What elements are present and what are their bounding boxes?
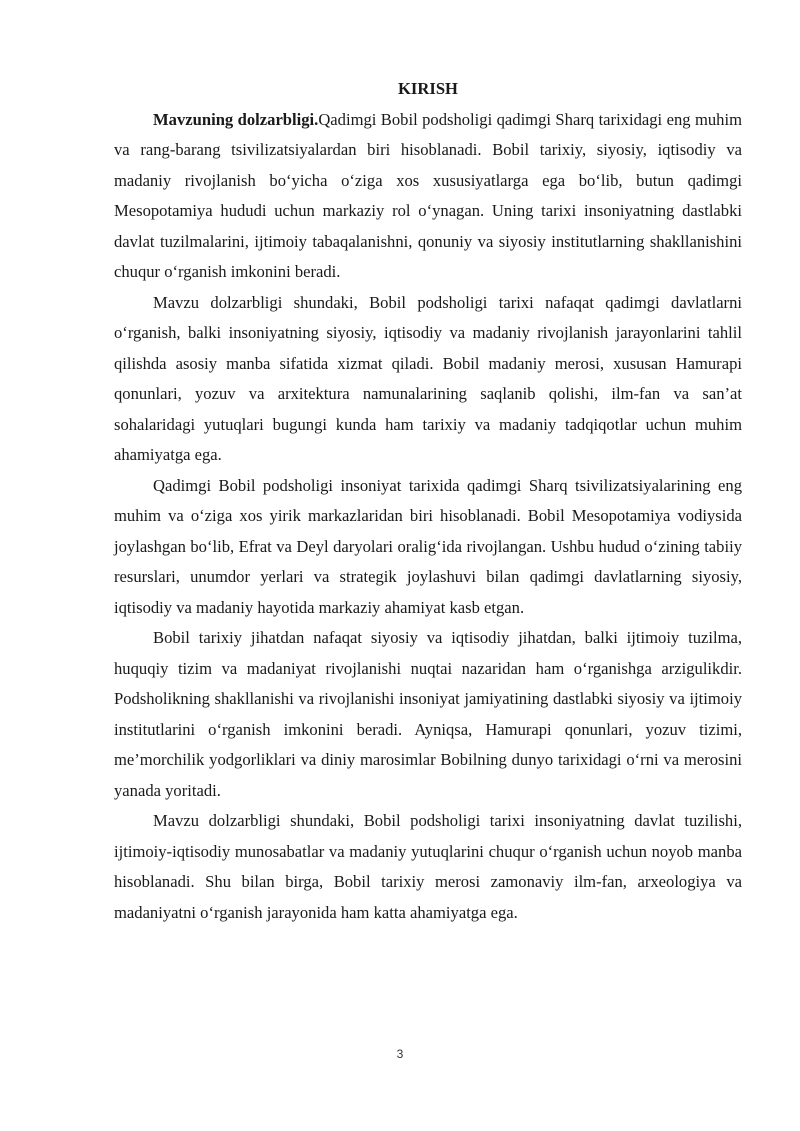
paragraph-3: Qadimgi Bobil podsholigi insoniyat tarixida qadimgi Sharq tsivilizatsiyalarining eng muhim va oʻziga xos yirik markazlaridan biri hisoblanadi. Bobil Mesopotamiya vodiysida joylashgan boʻlib, Efrat va Deyl daryolari oraligʻida rivojlangan. Ushbu hudud oʻzining tabiiy resurslari, unumdor yerlari va strategik joylashuvi bilan qadimgi davlatlarning siyosiy, iqtisodiy va madaniy hayotida markaziy ahamiyat kasb etgan. <box>114 475 742 617</box>
page-number: 3 <box>396 1047 404 1061</box>
page-content <box>114 74 742 928</box>
paragraph-text: Qadimgi Bobil podsholigi qadimgi Sharq tarixidagi eng muhim va rang-barang tsivilizatsiyalardan biri hisoblanadi. Bobil tarixiy, siyosiy, iqtisodiy va madaniy rivojlanish boʻyicha oʻziga xos xususiyatlarga ega boʻlib, butun qadimgi Mesopotamiya hududi uchun markaziy rol oʻynagan. Uning tarixi insoniyatning dastlabki davlat tuzilmalarini, ijtimoiy tabaqalanishni, qonuniy va siyosiy institutlarning shakllanishini chuqur oʻrganish imkonini beradi. <box>114 109 742 281</box>
paragraph-lead: Mavzuning dolzarbligi. <box>153 109 319 129</box>
paragraph-2: Mavzu dolzarbligi shundaki, Bobil podsholigi tarixi nafaqat qadimgi davlatlarni oʻrganish, balki insoniyatning siyosiy, iqtisodiy va madaniy rivojlanish jarayonlarini tahlil qilishda asosiy manba sifatida xizmat qiladi. Bobil madaniy merosi, xususan Hamurapi qonunlari, yozuv va arxitektura namunalarining saqlanib qolishi, ilm-fan va san’at sohalaridagi yutuqlari bugungi kunda ham tarixiy va madaniy tadqiqotlar uchun muhim ahamiyatga ega. <box>114 292 742 464</box>
section-title: KIRISH <box>398 79 458 98</box>
paragraph-1 <box>114 105 742 288</box>
paragraph-5: Mavzu dolzarbligi shundaki, Bobil podsholigi tarixi insoniyatning davlat tuzilishi, ijtimoiy-iqtisodiy munosabatlar va madaniy yutuqlarini chuqur oʻrganish uchun noyob manba hisoblanadi. Shu bilan birga, Bobil tarixiy merosi zamonaviy ilm-fan, arxeologiya va madaniyatni oʻrganish jarayonida ham katta ahamiyatga ega. <box>114 811 742 922</box>
paragraph-4: Bobil tarixiy jihatdan nafaqat siyosiy va iqtisodiy jihatdan, balki ijtimoiy tuzilma, huquqiy tizim va madaniyat rivojlanishi nuqtai nazaridan ham oʻrganishga arzigulikdir. Podsholikning shakllanishi va rivojlanishi insoniyat jamiyatining dastlabki siyosiy va ijtimoiy institutlarini oʻrganish imkonini beradi. Ayniqsa, Hamurapi qonunlari, yozuv tizimi, me’morchilik yodgorliklari va diniy marosimlar Bobilning dunyo tarixidagi oʻrni va merosini yanada yoritadi. <box>114 628 742 800</box>
